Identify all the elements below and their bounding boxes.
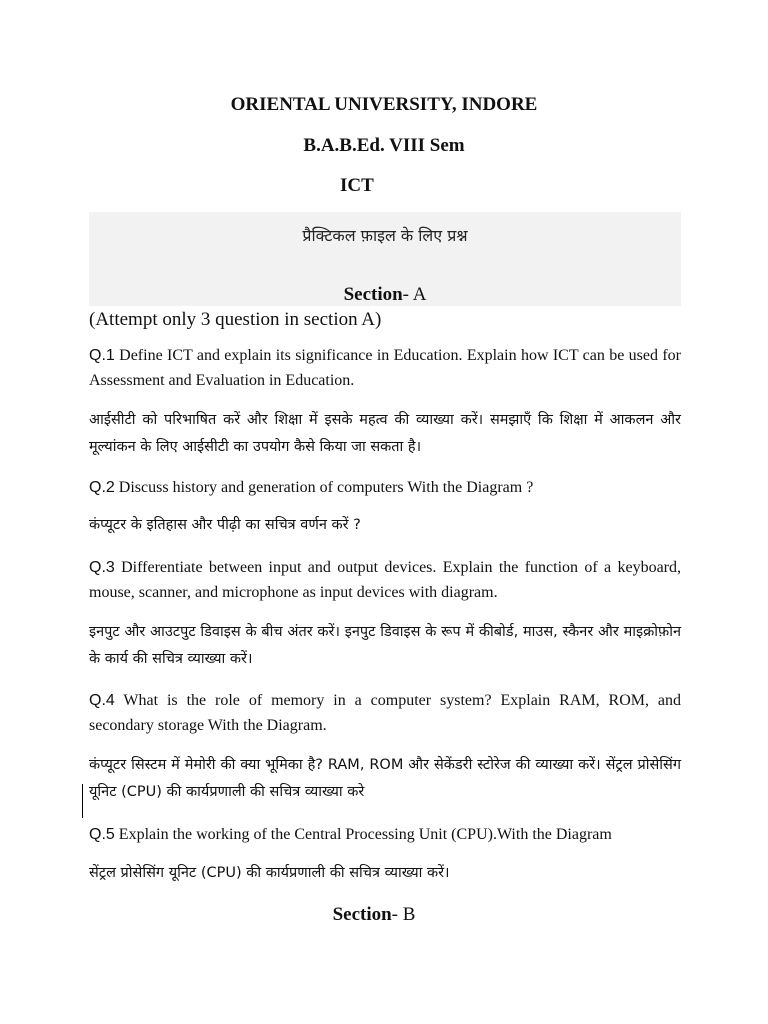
question-5-hindi: सेंट्रल प्रोसेसिंग यूनिट (CPU) की कार्यप्रणाली की सचित्र व्याख्या करें। <box>89 865 450 881</box>
question-5-text: Explain the working of the Central Processing Unit (CPU).With the Diagram <box>114 826 612 843</box>
question-2-number: Q.2 <box>89 479 115 496</box>
question-1-english <box>89 343 681 393</box>
question-4-hindi: कंप्यूटर सिस्टम में मेमोरी की क्या भूमिका है? RAM, ROM और सेकेंडरी स्टोरेज की व्याख्या करें। सेंट्रल प्रोसेसिंग यूनिट (CPU) की कार्यप्रणाली की सचित्र व्याख्या करे <box>89 757 681 800</box>
section-a-letter: - A <box>402 284 427 305</box>
section-a-name: Section <box>343 284 403 305</box>
section-b-letter: - B <box>391 904 416 925</box>
question-4-number: Q.4 <box>89 692 115 709</box>
question-2-hindi: कंप्यूटर के इतिहास और पीढ़ी का सचित्र वर्णन करें ? <box>89 517 361 533</box>
question-3-hindi: इनपुट और आउटपुट डिवाइस के बीच अंतर करें। इनपुट डिवाइस के रूप में कीबोर्ड, माउस, स्कैनर और माइक्रोफ़ोन के कार्य की सचित्र व्याख्या करें। <box>89 624 681 667</box>
question-4-english <box>89 688 681 738</box>
question-1-text: Define ICT and explain its significance in Education. Explain how ICT can be used for Assessment and Evaluation in Education. <box>89 347 681 389</box>
question-3-number: Q.3 <box>89 559 115 576</box>
text-cursor-bar <box>82 784 83 818</box>
question-4-text: What is the role of memory in a computer system? Explain RAM, ROM, and secondary storage With the Diagram. <box>89 692 681 734</box>
question-2-english <box>89 475 681 500</box>
subject-title: ICT <box>340 175 374 196</box>
section-b-heading <box>0 904 748 926</box>
question-5-english <box>89 822 681 847</box>
question-5-number: Q.5 <box>89 826 115 843</box>
section-b-name: Section <box>332 904 392 925</box>
university-title: ORIENTAL UNIVERSITY, INDORE <box>230 94 538 115</box>
section-a-instruction: (Attempt only 3 question in section A) <box>89 309 382 330</box>
question-1-number: Q.1 <box>89 347 115 364</box>
course-title: B.A.B.Ed. VIII Sem <box>303 135 465 156</box>
section-a-heading <box>89 284 681 306</box>
hindi-title: प्रैक्टिकल फ़ाइल के लिए प्रश्न <box>302 226 468 245</box>
question-1-hindi: आईसीटी को परिभाषित करें और शिक्षा में इसके महत्व की व्याख्या करें। समझाएँ कि शिक्षा में आकलन और मूल्यांकन के लिए आईसीटी का उपयोग कैसे किया जा सकता है। <box>89 412 681 455</box>
question-3-english <box>89 555 681 605</box>
question-2-text: Discuss history and generation of computers With the Diagram ? <box>114 479 534 496</box>
question-3-text: Differentiate between input and output devices. Explain the function of a keyboard, mouse, scanner, and microphone as input devices with diagram. <box>89 559 681 601</box>
